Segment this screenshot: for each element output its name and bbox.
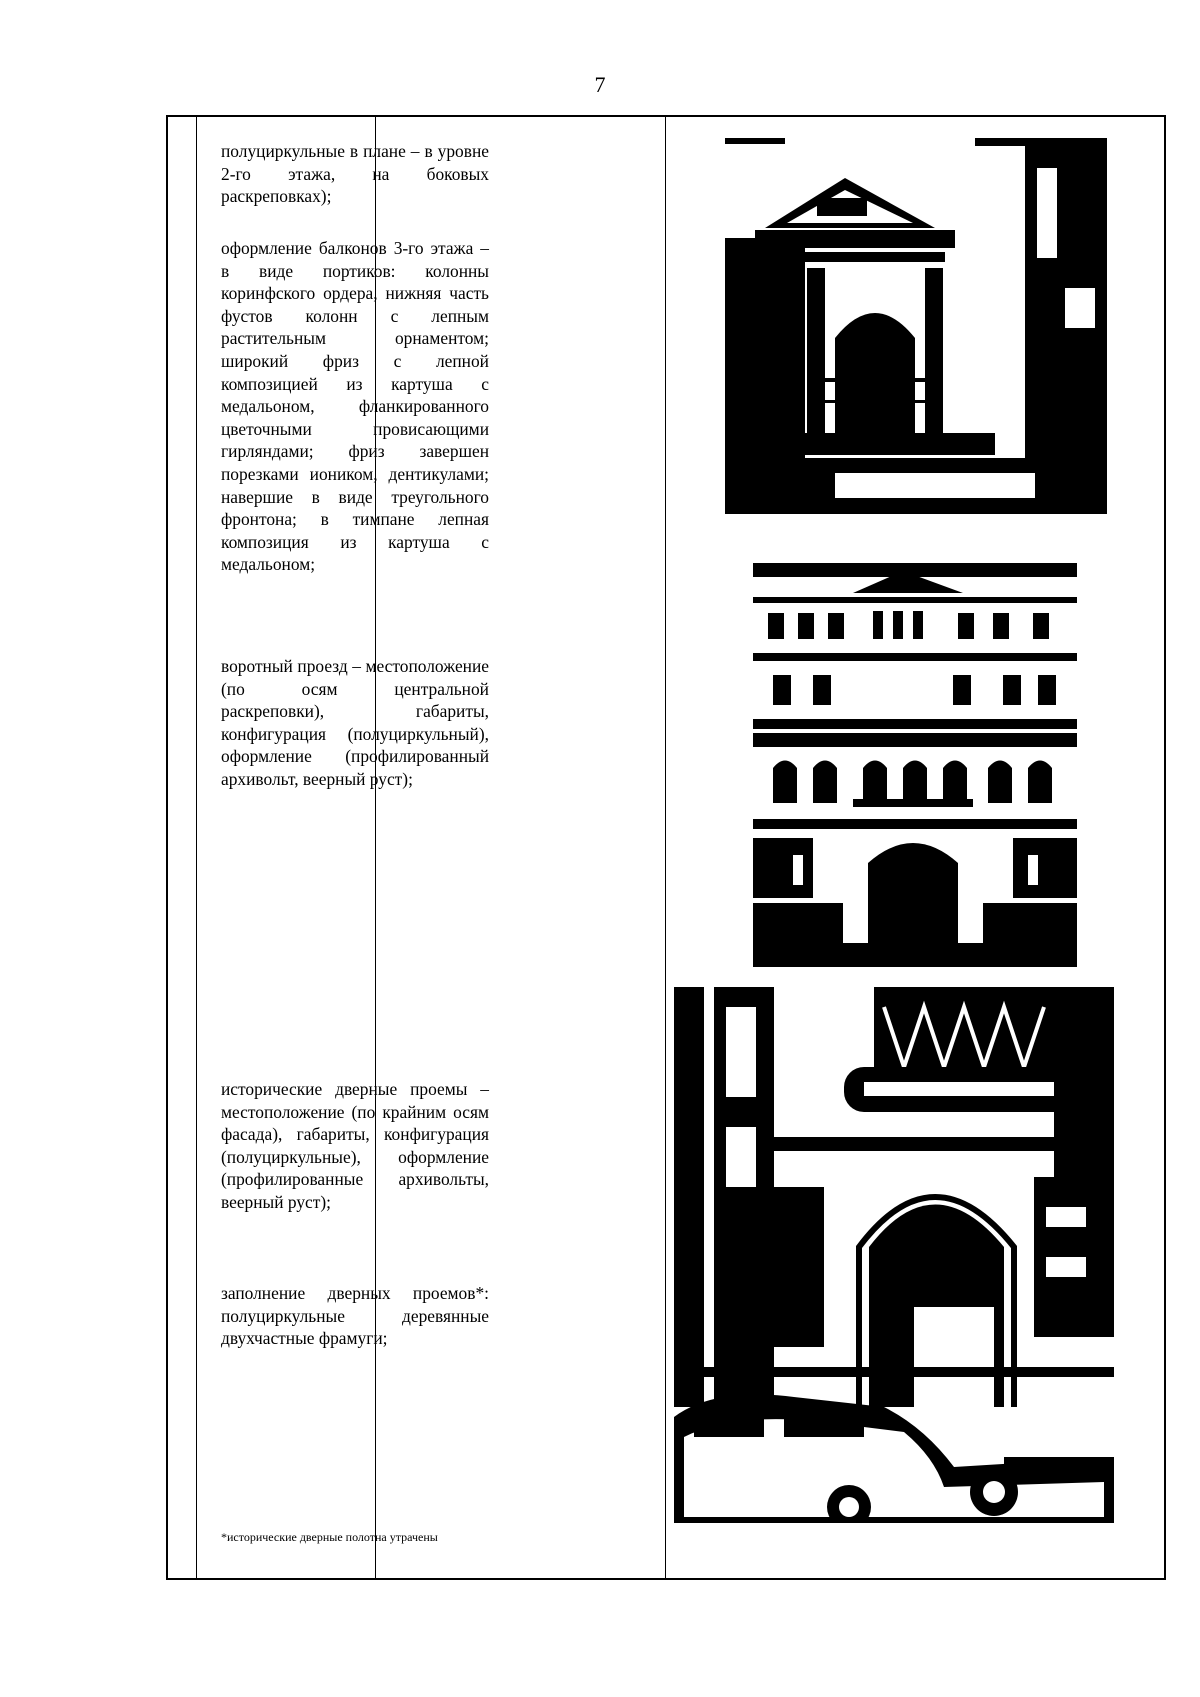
- photo-facade-drawing: [753, 563, 1077, 967]
- paragraph-text: воротный проезд – местоположение (по осям центральной раскреповки), габариты, конфигурация (полуциркульный), оформление (профилированный архивольт, веерный руст);: [221, 656, 489, 789]
- text-block-door-fill: [221, 1282, 489, 1350]
- photo-balcony-portico-drawing: [725, 138, 1107, 514]
- text-block-door-openings: [221, 1078, 489, 1214]
- photo-entrance-door-drawing: [674, 987, 1114, 1523]
- text-block-balconies-portico: [221, 237, 489, 576]
- photo-balcony-portico: [725, 138, 1107, 514]
- column-divider-3: [665, 117, 666, 1578]
- paragraph-text: полуциркульные в плане – в уровне 2-го этажа, на боковых раскреповках);: [221, 141, 489, 207]
- photo-facade: [753, 563, 1077, 967]
- paragraph-text: оформление балконов 3-го этажа – в виде портиков: колонны коринфского ордера, нижняя часть фустов колонн с лепным растительным орнаментом; широкий фриз с лепной композицией из картуша с медальоном, фланкированного цветочными провисающими гирляндами; фриз завершен порезками иоником, дентикулами; навершие в виде треугольного фронтона; в тимпане лепная композиция из картуша с медальоном;: [221, 238, 489, 575]
- paragraph-text: исторические дверные проемы – местоположение (по крайним осям фасада), габариты, конфигурация (полуциркульные), оформление (профилированные архивольты, веерный руст);: [221, 1079, 489, 1212]
- text-block-gateway: [221, 655, 489, 791]
- page-number: 7: [594, 72, 606, 97]
- paragraph-text: заполнение дверных проемов*: полуциркульные деревянные двухчастные фрамуги;: [221, 1283, 489, 1349]
- column-divider-1: [196, 117, 197, 1578]
- text-block-balconies-plan: [221, 140, 489, 208]
- footnote: *исторические дверные полотна утрачены: [221, 1530, 438, 1544]
- photo-entrance-door: [674, 987, 1114, 1523]
